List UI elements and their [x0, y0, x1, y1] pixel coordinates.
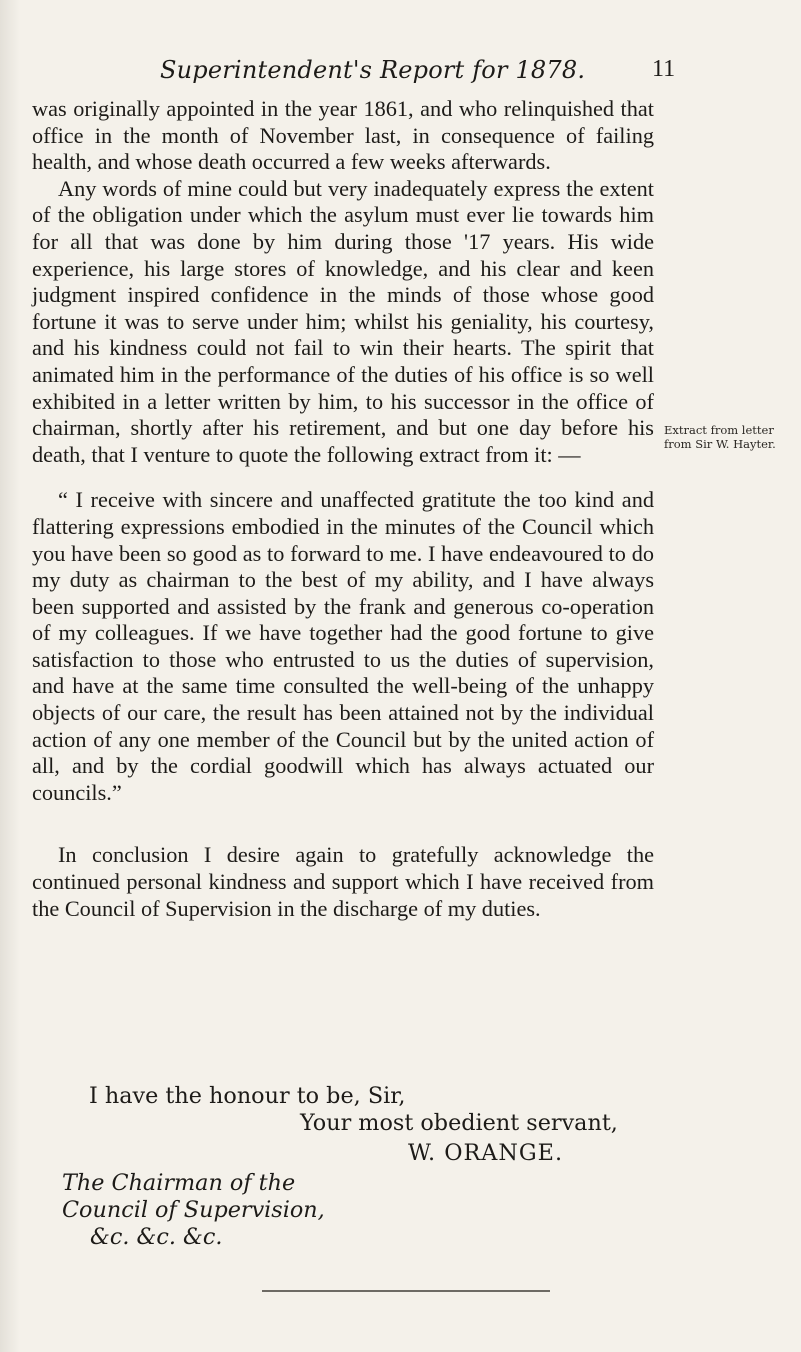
addressee-line: &c. &c. &c.: [90, 1224, 223, 1250]
addressee-block: [62, 1170, 325, 1251]
page-fold-shadow: [0, 0, 20, 1352]
signature: W. ORANGE.: [408, 1140, 564, 1166]
paragraph-opening: was originally appointed in the year 1861, and who relinquished that office in the month of November last, in consequence of failing health, and whose death occurred a few weeks afterwards.: [32, 96, 654, 175]
quoted-letter: “ I receive with sincere and unaffected gratitute the too kind and flattering expressions embodied in the minutes of the Council which you have been so good as to forward to me. I have endeavoured to do my duty as chairman to the best of my ability, and I have always been supported and assisted by the frank and generous co-operation of my colleagues. If we have together had the good fortune to give satisfaction to those who entrusted to us the duties of supervision, and have at the same time consulted the well-being of the unhappy objects of our care, the result has been attained not by the individual action of any one member of the Council but by the united action of all, and by the cordial goodwill which has always actuated our councils.”: [32, 487, 654, 805]
running-head: Superintendent's Report for 1878.: [160, 56, 586, 84]
addressee-line: Council of Supervision,: [62, 1197, 325, 1223]
paragraph-conclusion: In conclusion I desire again to gratefully acknowledge the continued personal kindness and support which I have received from the Council of Supervision in the discharge of my duties.: [32, 842, 654, 921]
closing-servant-line: Your most obedient servant,: [300, 1110, 618, 1136]
page-header: [0, 56, 801, 86]
end-rule: [262, 1290, 550, 1292]
closing-honour-line: I have the honour to be, Sir,: [89, 1083, 406, 1109]
body-text: [32, 96, 654, 922]
paragraph-tribute: Any words of mine could but very inadequately express the extent of the obligation under which the asylum must ever lie towards him for all that was done by him during those '17 years. His wide experience, his large stores of knowledge, and his clear and keen judgment inspired confidence in the minds of those whose good fortune it was to serve under him; whilst his geniality, his courtesy, and his kindness could not fail to win their hearts. The spirit that animated him in the performance of the duties of his office is so well exhibited in a letter written by him, to his successor in the office of chairman, shortly after his retirement, and but one day before his death, that I venture to quote the following extract from it: —: [32, 175, 654, 467]
margin-note: Extract from letter from Sir W. Hayter.: [664, 423, 776, 451]
addressee-line: The Chairman of the: [62, 1170, 296, 1196]
page-number: 11: [652, 56, 676, 82]
